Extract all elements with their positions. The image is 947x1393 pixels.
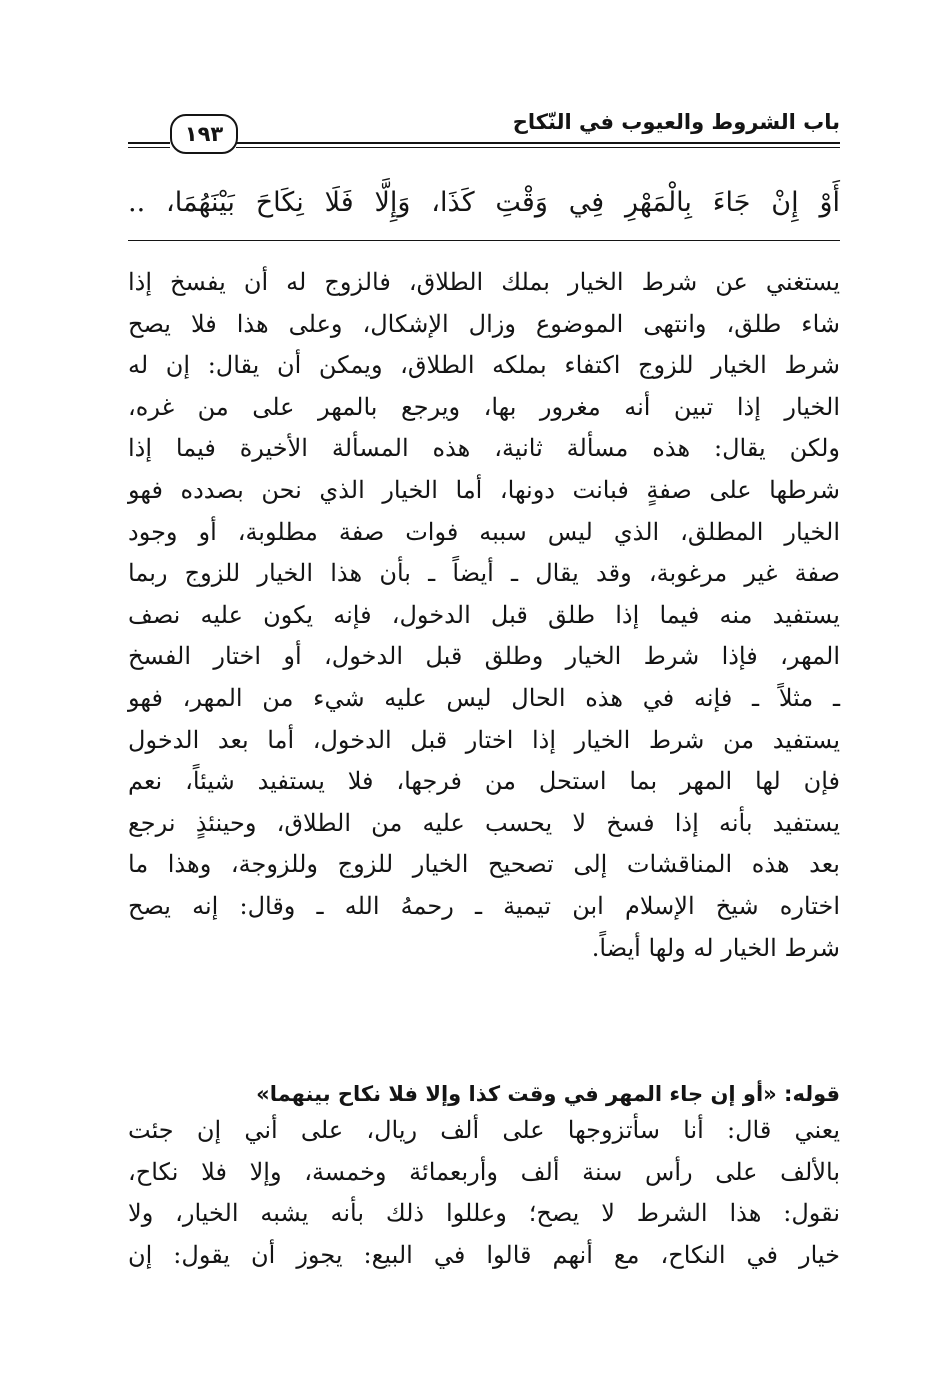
text-line: المهر، فإذا شرط الخيار وطلق قبل الدخول، أو اختار الفسخ [128, 642, 840, 671]
page-header [128, 96, 840, 156]
text-line: خيار في النكاح، مع أنهم قالوا في البيع: يجوز أن يقول: إن [128, 1240, 840, 1269]
text-line: اختاره شيخ الإسلام ابن تيمية ـ رحمهُ الله ـ وقال: إنه يصح [128, 891, 840, 920]
header-rule-right [236, 142, 840, 148]
text-line: الخيار المطلق، الذي ليس سببه فوات صفة مطلوبة، أو وجود [128, 517, 840, 546]
text-line: بعد هذه المناقشات إلى تصحيح الخيار للزوج وللزوجة، وهذا ما [128, 850, 840, 879]
header-rule-left [128, 142, 170, 148]
text-line: فإن لها المهر بما استحل من فرجها، فلا يستفيد شيئاً، نعم [128, 767, 840, 796]
matn-text: أَوْ إِنْ جَاءَ بِالْمَهْرِ فِي وَقْتِ كَذَا، وَإِلَّا فَلَا نِكَاحَ بَيْنَهُمَا، .. [128, 187, 840, 218]
text-line: شرط الخيار له ولها أيضاً. [591, 933, 840, 962]
text-line: يستغني عن شرط الخيار بملك الطلاق، فالزوج له أن يفسخ إذا [128, 268, 840, 296]
text-line: نقول: هذا الشرط لا يصح؛ وعللوا ذلك بأنه يشبه الخيار، ولا [128, 1199, 840, 1228]
text-line: ولكن يقال: هذه مسألة ثانية، هذه المسألة الأخيرة فيما إذا [128, 434, 840, 463]
text-line: يستفيد بأنه إذا فسخ لا يحسب عليه من الطلاق، وحينئذٍ نرجع [128, 808, 840, 837]
text-line: ـ مثلاً ـ فإنه في هذه الحال ليس عليه شيء من المهر، فهو [128, 683, 840, 712]
commentary-paragraph-1 [128, 262, 840, 969]
chapter-title: باب الشروط والعيوب في النّكاح [512, 110, 840, 134]
text-line: بالألف على رأس سنة ألف وأربعمائة وخمسة، وإلا فلا نكاح، [128, 1157, 840, 1186]
text-line: الخيار إذا تبين أنه مغرور بها، ويرجع بالمهر على من غره، [128, 392, 840, 421]
matn-divider [128, 240, 840, 241]
text-line: شرطها على صفةٍ فبانت دونها، أما الخيار الذي نحن بصدده فهو [128, 475, 840, 504]
page-number: ١٩٣ [170, 114, 238, 154]
text-line: صفة غير مرغوبة، وقد يقال ـ أيضاً ـ بأن هذا الخيار للزوج ربما [128, 559, 840, 588]
text-line: شاء طلق، وانتهى الموضوع وزال الإشكال، وعلى هذا فلا يصح [128, 309, 840, 338]
quote-heading: قوله: «أو إن جاء المهر في وقت كذا وإلا فلا نكاح بينهما» [256, 1082, 840, 1106]
text-line: يستفيد منه فيما إذا طلق قبل الدخول، فإنه يكون عليه نصف [128, 600, 840, 629]
commentary-paragraph-2 [128, 1110, 840, 1276]
text-line: يستفيد من شرط الخيار إذا اختار قبل الدخول، أما بعد الدخول [128, 725, 840, 754]
text-line: شرط الخيار للزوج اكتفاء بملكه الطلاق، ويمكن أن يقال: إن له [128, 351, 840, 380]
text-line: يعني قال: أنا سأتزوجها على ألف ريال، على أني إن جئت [128, 1116, 840, 1144]
